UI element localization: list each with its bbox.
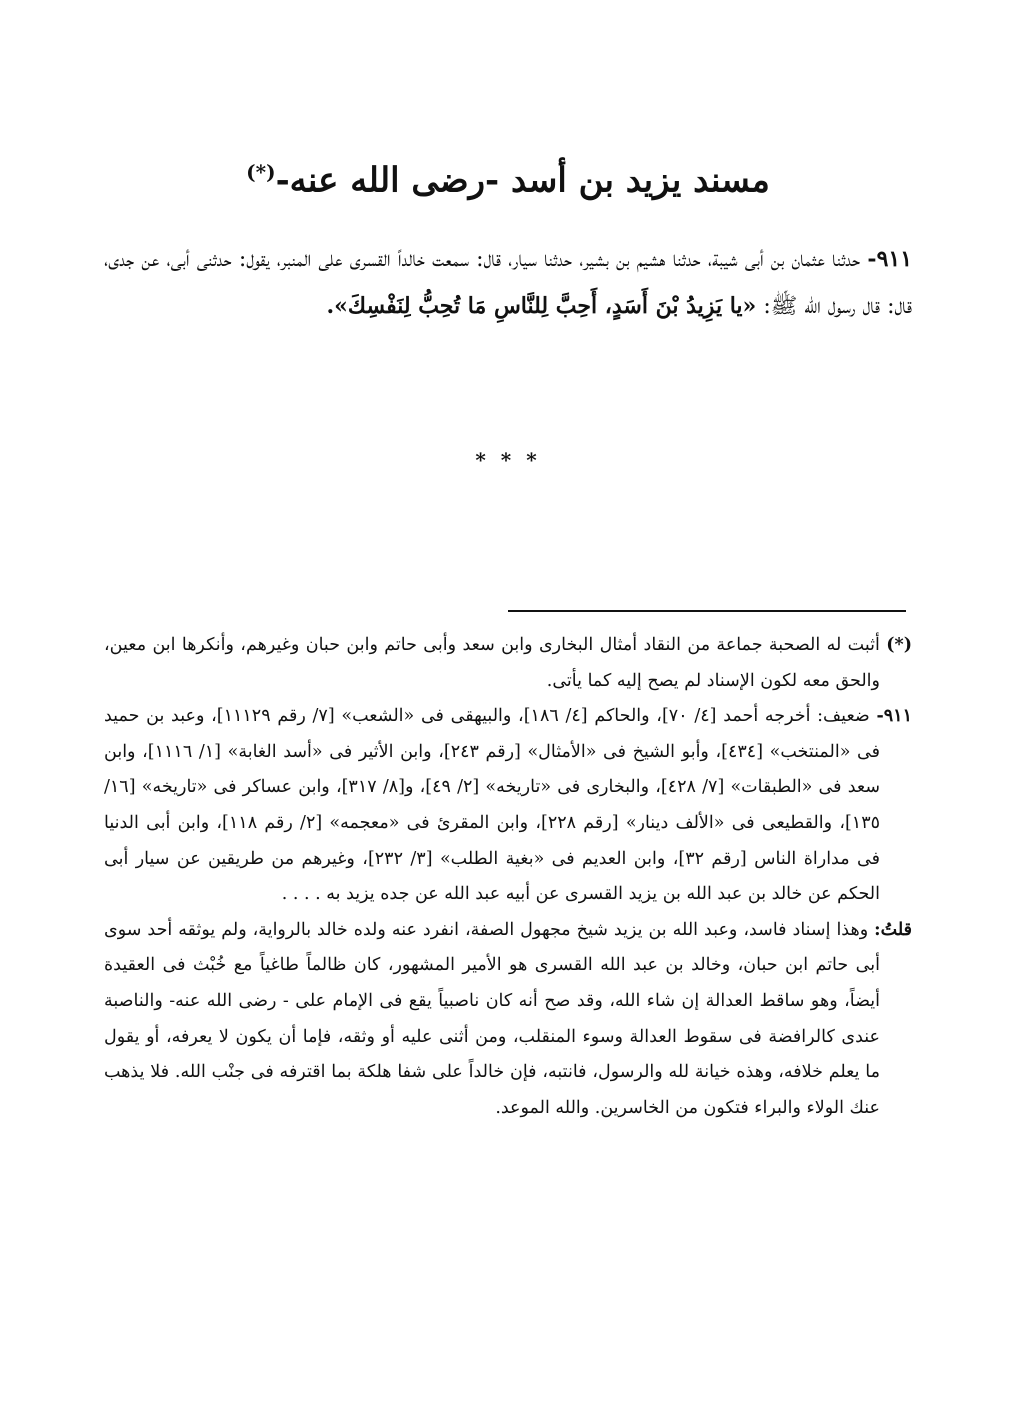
footnote-star-text: أثبت له الصحبة جماعة من النقاد أمثال البخارى وابن سعد وأبى حاتم وابن حبان وغيرهم، وأنكرها ابن معين، والحق معه لكون الإسناد لم يصح إليه كما يأتى. [104,635,880,691]
footnote-star [104,628,912,699]
hadith-block [104,236,912,330]
footnote-star-label: (*) [886,635,912,655]
footnote-commentary-text: وهذا إسناد فاسد، وعبد الله بن يزيد شيخ مجهول الصفة، انفرد عنه ولده خالد بالرواية، ولم يوثقه أحد سوى أبى حاتم ابن حبان، وخالد بن عبد الله القسرى هو الأمير المشهور، كان ظالماً طاغياً مع خُبْث فى العقيدة أيضاً، وهو ساقط العدالة إن شاء الله، وقد صح أنه كان ناصبياً يقع فى الإمام على - رضى الله عنه- والناصبة عندى كالرافضة فى سقوط العدالة وسوء المنقلب، ومن أثنى عليه أو وثقه، فإما أن يكون لا يعرفه، أو يقول ما يعلم خلافه، وهذه خيانة لله والرسول، فانتبه، فإن خالداً على شفا هلكة بما اقترفه فى جنْب الله. فلا يذهب عنك الولاء والبراء فتكون من الخاسرين. والله الموعد. [104,919,880,1118]
section-separator: * * * [475,448,541,472]
footnote-911 [104,699,912,913]
footnote-commentary [104,913,912,1127]
footnote-911-label: ٩١١- [876,706,912,727]
footnotes-block [104,628,912,1126]
footnote-commentary-label: قلتُ: [874,919,912,940]
page-title [0,148,1016,204]
footnote-divider [508,610,906,612]
hadith-prophet-text: «يا يَزِيدُ بْنَ أَسَدٍ، أَحِبَّ لِلنَّاسِ مَا تُحِبُّ لِنَفْسِكَ». [326,293,757,319]
title-footnote-mark: (*) [246,160,276,184]
footnote-911-text: ضعيف: أخرجه أحمد [٤/ ٧٠]، والحاكم [٤/ ١٨٦]، والبيهقى فى «الشعب» [٧/ رقم ١١١٢٩]، وعبد بن حميد فى «المنتخب» [٤٣٤]، وأبو الشيخ فى «الأمثال» [رقم ٢٤٣]، وابن الأثير فى «أسد الغابة» [١/ ١١١٦]، وابن سعد فى «الطبقات» [٧/ ٤٢٨]، والبخارى فى «تاريخه» [٢/ ٤٩]، و[٨/ ٣١٧]، وابن عساكر فى «تاريخه» [١٦/ ١٣٥]، والقطيعى فى «الألف دينار» [رقم ٢٢٨]، وابن المقرئ فى «معجمه» [٢/ رقم ١١٨]، وابن أبى الدنيا فى مداراة الناس [رقم ٣٢]، وابن العديم فى «بغية الطلب» [٣/ ٢٣٢]، وغيرهم من طريقين عن سيار أبى الحكم عن خالد بن عبد الله بن يزيد القسرى عن أبيه عبد الله عن جده يزيد به . . . . [104,706,881,905]
hadith-number: ٩١١- [867,246,913,272]
hadith-narration: حدثنا عثمان بن أبى شيبة، حدثنا هشيم بن بشير، حدثنا سيار، قال: سمعت خالداً القسرى على المنبر، يقول: حدثنى أبى، عن جدى، قال: قال رسول الله ﷺ: [104,247,912,319]
title-text: مسند يزيد بن أسد -رضى الله عنه- [275,160,770,201]
